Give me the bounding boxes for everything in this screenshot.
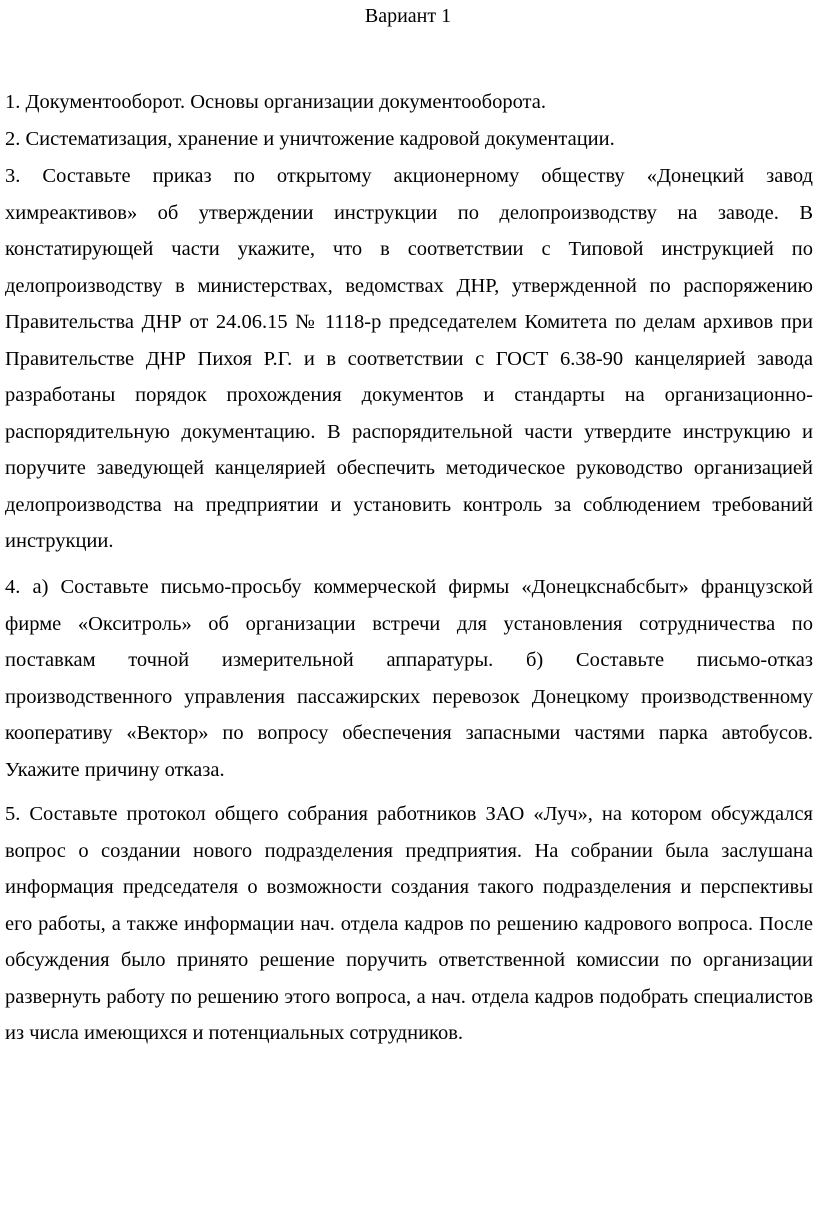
task-item-1: 1. Документооборот. Основы организации документооборота. bbox=[5, 91, 546, 113]
variant-title: Вариант 1 bbox=[364, 5, 452, 27]
task-item-3: 3. Составьте приказ по открытому акционерному обществу «Донецкий завод химреактивов» об утверждении инструкции по делопроизводству на заводе. В констатирующей части укажите, что в соответствии с Типовой инструкцией по делопроизводству в министерствах, ведомствах ДНР, утвержденной по распоряжению Правительства ДНР от 24.06.15 № 1118-р председателем Комитета по делам архивов при Правительстве ДНР Пихоя Р.Г. и в соответствии с ГОСТ 6.38-90 канцелярией завода разработаны порядок прохождения документов и стандарты на организационно-распорядительную документацию. В распорядительной части утвердите инструкцию и поручите заведующей канцелярией обеспечить методическое руководство организацией делопроизводства на предприятии и установить контроль за соблюдением требований инструкции. bbox=[5, 165, 813, 552]
task-item-5: 5. Составьте протокол общего собрания работников ЗАО «Луч», на котором обсуждался вопрос о создании нового подразделения предприятия. На собрании была заслушана информация председателя о возможности создания такого подразделения и перспективы его работы, а также информации нач. отдела кадров по решению кадрового вопроса. После обсуждения было принято решение поручить ответственной комиссии по организации развернуть работу по решению этого вопроса, а нач. отдела кадров подобрать специалистов из числа имеющихся и потенциальных сотрудников. bbox=[5, 803, 813, 1044]
task-item-4: 4. а) Составьте письмо-просьбу коммерческой фирмы «Донецкснабсбыт» французской фирме «Окситроль» об организации встречи для установления сотрудничества по поставкам точной измерительной аппаратуры. б) Составьте письмо-отказ производственного управления пассажирских перевозок Донецкому производственному кооперативу «Вектор» по вопросу обеспечения запасными частями парка автобусов. Укажите причину отказа. bbox=[5, 576, 813, 781]
task-item-2: 2. Систематизация, хранение и уничтожение кадровой документации. bbox=[5, 128, 615, 150]
